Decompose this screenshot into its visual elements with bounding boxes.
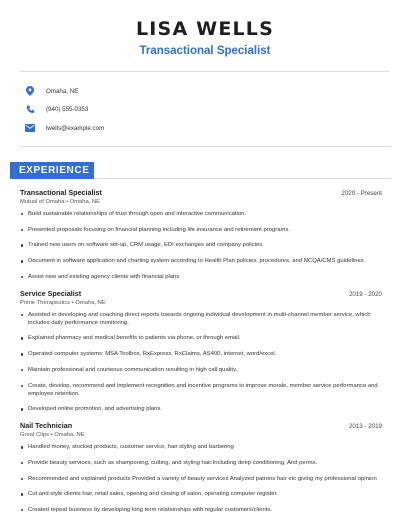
- contact-email: [24, 119, 410, 137]
- job-bullet: Provide beauty services, such as shampooing, cutting, and styling hair.Including deep conditioning, And perms.: [20, 459, 382, 467]
- job-entry: [20, 421, 382, 514]
- job-title: Nail Technician: [20, 421, 73, 431]
- job-bullet: Build sustainable relationships of trust through open and interactive communication.: [20, 210, 382, 218]
- resume-header: [0, 0, 410, 58]
- experience-list: [20, 188, 382, 522]
- job-bullet: Maintain professional and courteous communication resulting in high call quality.: [20, 366, 382, 374]
- phone-icon: [24, 104, 36, 116]
- job-dates: 2020 - Present: [341, 190, 382, 197]
- job-entry: [20, 289, 382, 414]
- job-bullet: Presented proposals focusing on financial planning including life insurance and retirement programs.: [20, 226, 382, 234]
- job-bullets: [20, 443, 382, 514]
- contact-phone-text: (940) 555-0353: [46, 106, 89, 113]
- job-bullet: Explained pharmacy and medical benefits to patients via phone, or through email.: [20, 334, 382, 342]
- job-bullet: Recommended and explained products Provided a variety of beauty services Analyzed patrons hair etc giving my professional opinion: [20, 475, 382, 483]
- job-bullet: Operated computer systems: MSA Toolbox, RxExpress, RxClaims, AS400, internet, word/excel.: [20, 350, 382, 358]
- contact-email-text: lwells@example.com: [46, 124, 105, 132]
- contact-location-text: Omaha, NE: [46, 87, 79, 95]
- email-icon: [24, 122, 36, 134]
- job-bullet: Assisted in developing and coaching direct reports towards ongoing individual development in multi-channel member service, which includes daily performance monitoring.: [20, 311, 382, 327]
- candidate-name: LISA WELLS: [135, 18, 274, 40]
- job-dates: 2013 - 2019: [348, 423, 382, 431]
- job-bullet: Trained new users on software set-up, CRM usage, EDI exchanges and company policies.: [20, 241, 382, 249]
- job-dates: 2019 - 2020: [348, 290, 382, 298]
- candidate-title: Transactional Specialist: [139, 45, 271, 57]
- contact-info: [0, 72, 410, 146]
- section-underline: [94, 178, 390, 179]
- contact-phone: [24, 101, 410, 119]
- job-title: Transactional Specialist: [20, 188, 102, 197]
- job-bullets: [20, 210, 382, 281]
- job-company: Great Clips • Omaha, NE: [20, 432, 85, 439]
- location-pin-icon: [24, 85, 36, 97]
- job-bullet: Document in software application and charting system according to Health Plan policies, procedures, and NCQA/CMS guidelines.: [20, 257, 382, 265]
- job-bullet: Developed online promotion, and advertising plans.: [20, 405, 382, 413]
- job-entry: [20, 188, 382, 281]
- job-company: Prime Therapeutics • Omaha, NE: [20, 299, 106, 306]
- job-title: Service Specialist: [20, 288, 82, 298]
- job-bullet: Handled money, stocked products, customer service, hair styling and barbering: [20, 443, 382, 451]
- contact-location: [24, 82, 410, 100]
- job-bullets: [20, 311, 382, 414]
- contact-divider: [20, 146, 390, 147]
- job-bullet: Created repeat business by developing long term relationships with regular customers/clients.: [20, 506, 382, 514]
- job-company: Mutual of Omaha • Omaha, NE: [20, 199, 100, 205]
- experience-section-heading: EXPERIENCE: [10, 162, 94, 179]
- job-bullet: Cut and style clients hair, retail sales, opening and closing of salon, operating computer register.: [20, 490, 382, 498]
- job-bullet: Create, develop, recommend and implement recognition and incentive programs to improve morale, member service performance and employee retention.: [20, 382, 382, 398]
- job-bullet: Assist new and existing agency clients with financial plans: [20, 273, 382, 281]
